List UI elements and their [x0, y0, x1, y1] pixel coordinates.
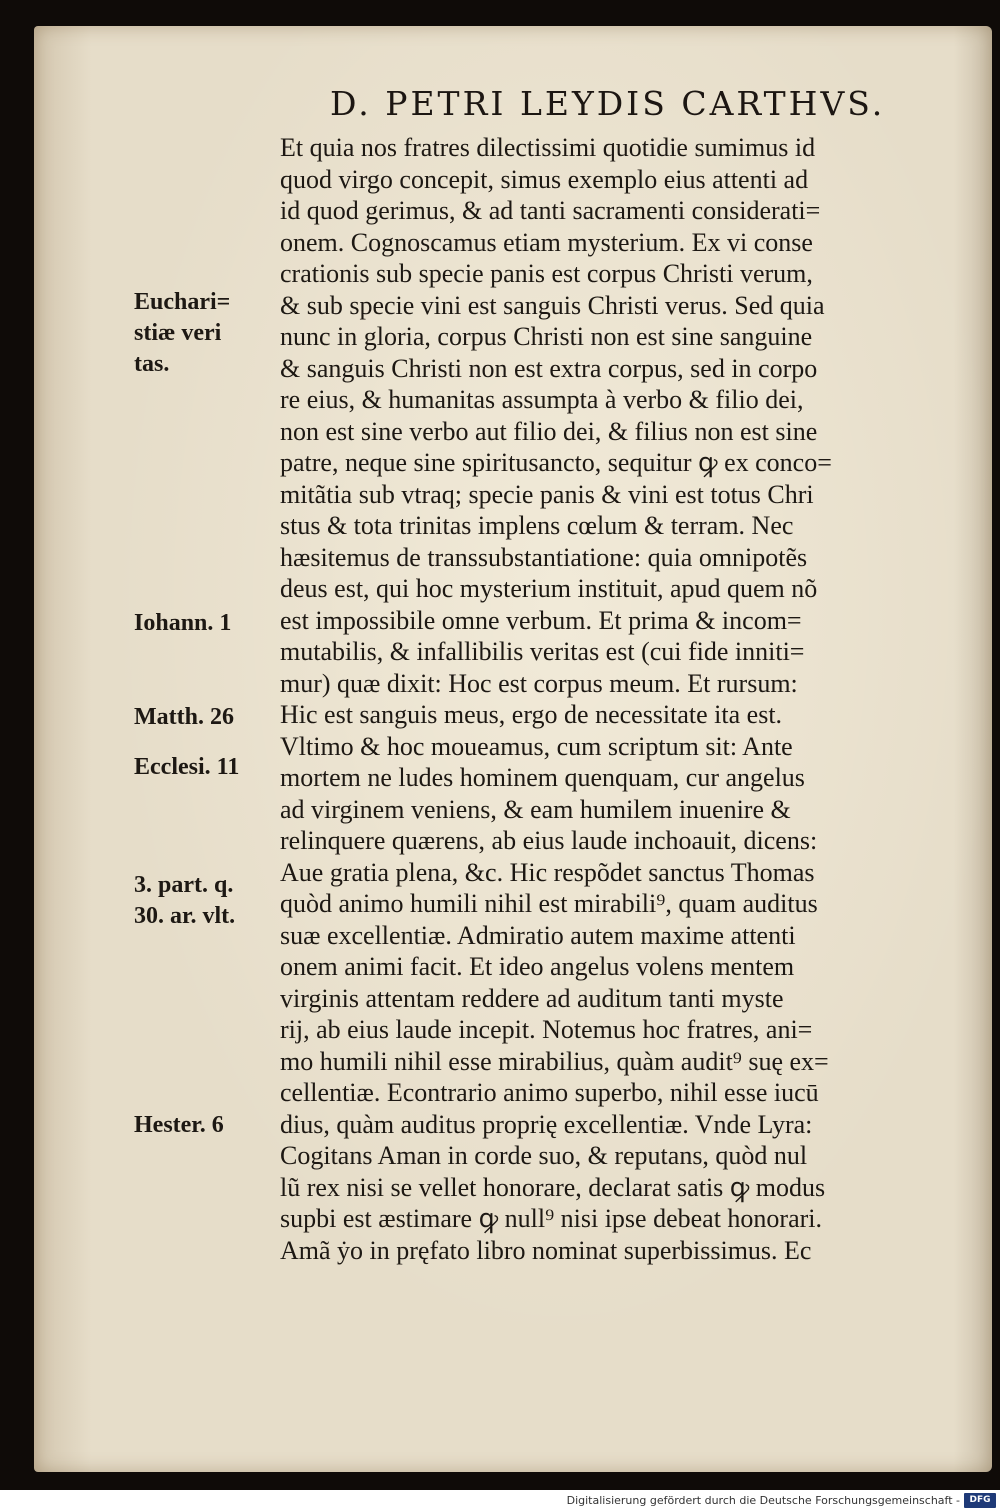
text-line: relinquere quærens, ab eius laude inchoauit, dicens: [280, 826, 818, 855]
text-line: Aue gratia plena, &c. Hic respõdet sanctus Thomas [280, 857, 815, 887]
margin-note-line: Matth. 26 [134, 704, 234, 730]
margin-note-iohann [134, 608, 231, 639]
text-line: Amã ẏo in pręfato libro nominat superbissimus. Ec [280, 1235, 812, 1265]
text-line: supbi est æstimare ꝙ null⁹ nisi ipse debeat honorari. [280, 1204, 823, 1233]
margin-note-line: Hester. 6 [134, 1112, 224, 1138]
text-line: mitãtia sub vtraq; specie panis & vini est totus Chri [280, 479, 814, 509]
margin-note-line: Iohann. 1 [134, 610, 232, 636]
margin-note-hester [134, 1110, 224, 1141]
margin-note-line: Ecclesi. 11 [134, 754, 240, 780]
text-line: onem animi facit. Et ideo angelus volens mentem [280, 952, 795, 981]
running-head: D. PETRI LEYDIS CARTHVS. [330, 84, 886, 123]
text-line: re eius, & humanitas assumpta à verbo & filio dei, [280, 385, 804, 414]
digitization-footer [0, 1490, 1000, 1512]
text-line: & sanguis Christi non est extra corpus, sed in corpo [280, 353, 818, 383]
margin-note-line: Euchari= [134, 289, 231, 315]
margin-note-eucharistiae [134, 287, 230, 380]
text-line: cellentiæ. Econtrario animo superbo, nihil esse iucū [280, 1078, 819, 1107]
funding-credit: Digitalisierung gefördert durch die Deutsche Forschungsgemeinschaft - [566, 1494, 960, 1507]
text-line: quod virgo concepit, simus exemplo eius attenti ad [280, 164, 809, 194]
margin-note-line: tas. [134, 351, 170, 377]
text-line: lũ rex nisi se vellet honorare, declarat satis ꝙ modus [280, 1172, 826, 1202]
main-text-block [280, 132, 950, 1266]
text-line: virginis attentam reddere ad auditum tanti myste [280, 983, 784, 1013]
text-line: id quod gerimus, & ad tanti sacramenti considerati= [280, 196, 821, 225]
text-line: stus & tota trinitas implens cœlum & terram. Nec [280, 511, 794, 540]
text-line: nunc in gloria, corpus Christi non est sine sanguine [280, 322, 813, 351]
text-line: mur) quæ dixit: Hoc est corpus meum. Et rursum: [280, 668, 798, 698]
text-line: crationis sub specie panis est corpus Christi verum, [280, 259, 813, 288]
text-line: non est sine verbo aut filio dei, & filius non est sine [280, 416, 818, 446]
text-line: rij, ab eius laude incepit. Notemus hoc fratres, ani= [280, 1015, 813, 1044]
margin-note-thomas-ref [134, 870, 235, 932]
text-line: mo humili nihil esse mirabilius, quàm audit⁹ suę ex= [280, 1046, 829, 1076]
text-line: mutabilis, & infallibilis veritas est (cui fide inniti= [280, 637, 805, 666]
text-line: mortem ne ludes hominem quenquam, cur angelus [280, 763, 805, 792]
margin-note-line: stiæ veri [134, 320, 222, 346]
text-line: ad virginem veniens, & eam humilem inuenire & [280, 794, 791, 824]
margin-note-matth [134, 702, 234, 733]
text-line: hæsitemus de transsubstantiatione: quia omnipotẽs [280, 542, 808, 572]
margin-note-line: 3. part. q. [134, 872, 234, 898]
text-line: Vltimo & hoc moueamus, cum scriptum sit: Ante [280, 731, 793, 761]
text-line: suæ excellentiæ. Admiratio autem maxime attenti [280, 920, 796, 950]
text-line: onem. Cognoscamus etiam mysterium. Ex vi conse [280, 227, 813, 257]
text-line: & sub specie vini est sanguis Christi verus. Sed quia [280, 290, 825, 320]
text-line: quòd animo humili nihil est mirabili⁹, quam auditus [280, 889, 818, 918]
text-line: deus est, qui hoc mysterium instituit, apud quem nõ [280, 574, 818, 603]
text-line: est impossibile omne verbum. Et prima & incom= [280, 605, 802, 635]
text-line: Et quia nos fratres dilectissimi quotidie sumimus id [280, 133, 816, 162]
margin-note-ecclesi [134, 752, 239, 783]
dfg-logo: DFG [964, 1493, 996, 1508]
text-line: patre, neque sine spiritusancto, sequitur ꝙ ex conco= [280, 448, 832, 477]
text-line: Hic est sanguis meus, ergo de necessitate ita est. [280, 700, 783, 729]
margin-note-line: 30. ar. vlt. [134, 903, 236, 929]
text-line: dius, quàm auditus proprię excellentiæ. Vnde Lyra: [280, 1109, 813, 1139]
text-line: Cogitans Aman in corde suo, & reputans, quòd nul [280, 1141, 808, 1170]
